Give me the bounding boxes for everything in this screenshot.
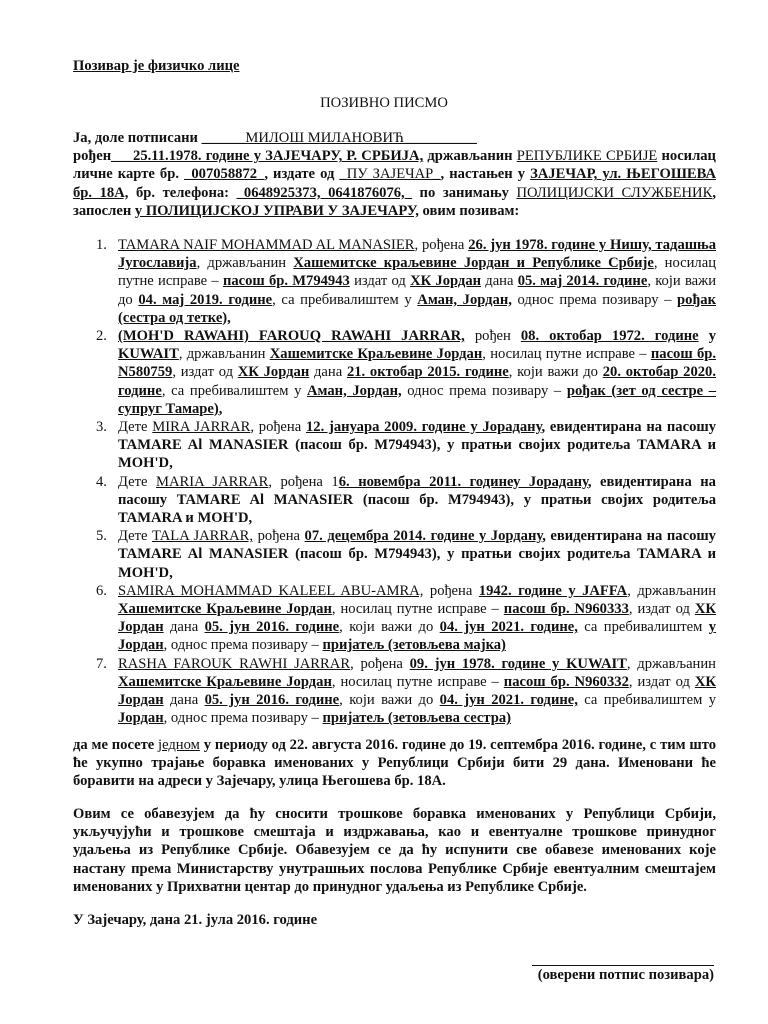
invitee-text-segment: 1942. године у JAFFA: [478, 582, 628, 599]
inviter-citizenship: РЕПУБЛИКЕ СРБИЈЕ: [516, 148, 658, 165]
invitee-text-segment: KUWAIT: [118, 346, 179, 363]
invitee-text-segment: 12. јануара 2009. године у Јорадану: [305, 419, 542, 436]
invitee-text-segment: 05. јун 2016. године: [204, 619, 340, 636]
invitee-text-segment: у: [698, 328, 716, 345]
invitee-text-segment: , однос према позивару –: [163, 710, 323, 727]
invitee-text-segment: 05. јун 2016. године: [204, 692, 340, 709]
invitee-text-segment: , евидентирана на пасошу TAMARE Al MANASIER (пасош бр. М794943), у пратњи својих родитеља TAMARA и MOH'D,: [118, 419, 716, 472]
invitee-text-segment: 21. октобар 2015. године: [346, 364, 509, 381]
invitee-text-segment: рођак (сестра од тетке),: [118, 291, 717, 326]
invitee-text-segment: 6. новембра 2011. годинеу Јорадану: [338, 473, 588, 490]
invitee-item: [96, 527, 716, 582]
invitee-text-segment: , носилац путне исправе –: [482, 346, 651, 363]
inviter-id-number: _007058872_: [184, 166, 265, 183]
invitee-text-segment: TALA JARRAR,: [152, 528, 254, 545]
invitee-text-segment: , држављанин: [626, 655, 716, 672]
intro-text: по занимању: [412, 184, 517, 201]
invitee-text-segment: , носилац путне исправе –: [331, 601, 504, 618]
inviter-birth: ___25.11.1978. године у ЗАЈЕЧАРУ, Р. СРБИЈА,: [111, 148, 424, 165]
invitee-item: [96, 327, 717, 418]
invitee-text-segment: , који важи до: [339, 619, 440, 636]
invitee-text-segment: , рођена: [414, 237, 469, 253]
document-title: ПОЗИВНО ПИСМО: [320, 95, 448, 111]
invitee-text-segment: ,: [218, 400, 223, 417]
inviter-address: ЗАЈЕЧАР, ул. ЊЕГОШЕВА бр. 18А,: [73, 166, 716, 201]
invitee-number: 3.: [96, 419, 107, 436]
invitee-text-segment: рођена: [423, 582, 479, 599]
invitee-text-segment: са пребивалиштем: [577, 619, 709, 636]
intro-text: , запослен: [73, 184, 716, 219]
invitee-number: 2.: [96, 328, 107, 345]
invitee-text-segment: 07. децембра 2014. године у Јордану: [304, 528, 543, 545]
invitee-item: [96, 473, 716, 528]
invitee-text-segment: Дете: [118, 528, 152, 545]
invitee-text-segment: , однос према позивару –: [163, 637, 323, 654]
signature-caption: (оверени потпис позивара): [537, 967, 714, 983]
invitee-text-segment: , евидентирана на пасошу TAMARE Al MANASIER (пасош бр. М794943), у пратњи својих родитеља TAMARA и MOH'D,: [118, 473, 716, 527]
inviter-name: ______МИЛОШ МИЛАНОВИЋ__________: [201, 130, 477, 146]
invitee-text-segment: RASHA FAROUK RAWHI JARRAR: [118, 655, 351, 672]
invitee-number: 6.: [96, 582, 107, 599]
invitee-text-segment: дана: [309, 364, 347, 381]
invitee-text-segment: рођена: [253, 528, 305, 545]
invitee-text-segment: , носилац путне исправе –: [118, 255, 717, 290]
invitee-text-segment: пасош бр. М794943: [222, 273, 350, 290]
invitee-text-segment: Хашемитске Краљевине Јордан: [118, 673, 332, 690]
invitee-text-segment: 20. октобар 2020. године: [118, 364, 717, 399]
invitee-text-segment: 08. октобар 1972. године: [520, 328, 699, 345]
visit-frequency: једном: [158, 737, 200, 753]
invitee-text-segment: пријатељ (зетовљева сестра): [322, 710, 511, 727]
invitee-text-segment: , евидентирана на пасошу TAMARE Al MANASIER (пасош бр. М794943), у пратњи својих родитеља TAMARA и MOH'D,: [118, 528, 716, 581]
invitee-text-segment: дана: [481, 273, 518, 290]
invitee-number: 1.: [96, 237, 107, 253]
invitee-text-segment: ХК Јордан: [118, 673, 716, 709]
invitee-list: [73, 236, 716, 727]
invitee-text-segment: пријатељ (зетовљева мајка): [322, 637, 506, 654]
invitee-text-segment: Дете: [118, 419, 153, 436]
invitee-text-segment: , рођена: [250, 419, 306, 436]
invitee-text-segment: пасош бр. N580759: [118, 346, 716, 381]
intro-text: овим позивам:: [418, 202, 520, 219]
invitee-text-segment: ХК Јордан: [410, 273, 482, 290]
invitee-text-segment: , држављанин: [178, 346, 270, 363]
invitee-text-segment: , рођена: [350, 655, 410, 672]
invitee-text-segment: 04. јун 2021. године,: [439, 692, 578, 709]
invitee-text-segment: , који важи до: [118, 273, 717, 308]
invitee-text-segment: , који важи до: [339, 692, 440, 709]
invitee-text-segment: 05. мај 2014. године: [517, 273, 648, 290]
intro-paragraph: [73, 129, 716, 220]
invitee-text-segment: , издат од: [628, 601, 695, 618]
invitee-text-segment: 04. јун 2021. године,: [439, 619, 578, 636]
invitee-text-segment: у Јордан: [118, 619, 717, 654]
invitee-text-segment: са пребивалиштем у: [577, 692, 717, 709]
invitee-number: 7.: [96, 655, 107, 672]
invitee-item: [96, 418, 716, 473]
invitee-text-segment: рођен: [464, 328, 521, 345]
intro-text: Ја, доле потписани: [73, 130, 202, 146]
invitee-text-segment: Аман, Јордан,: [307, 382, 402, 399]
inviter-occupation: ПОЛИЦИЈСКИ СЛУЖБЕНИК: [516, 184, 713, 201]
invitee-text-segment: , издат од: [172, 364, 238, 381]
intro-text: држављанин: [423, 148, 517, 165]
invitee-text-segment: издат од: [349, 273, 411, 290]
caller-type-heading: Позивар је физичко лице: [73, 58, 240, 74]
invitee-text-segment: Дете: [118, 473, 156, 490]
invitee-text-segment: Аман, Јордан,: [417, 291, 512, 308]
invitee-text-segment: 04. мај 2019. године: [138, 291, 273, 308]
intro-text: , настањен у: [440, 166, 531, 183]
invitee-number: 4.: [96, 473, 107, 490]
id-issuer: _ПУ ЗАЈЕЧАР_: [339, 166, 441, 183]
invitee-text-segment: , држављанин: [196, 255, 294, 272]
invitee-text-segment: Хашемитске Краљевине Јордан: [118, 601, 332, 618]
invitee-number: 5.: [96, 528, 107, 545]
invitee-text-segment: 26. јун 1978. године у Нишу, тадашња Југославија: [118, 237, 716, 272]
invitee-text-segment: , који важи до: [508, 364, 603, 381]
obligation-paragraph: Овим се обавезујем да ћу сносити трошкове боравка именованих у Републици Србији, укључујући и трошкове смештаја и издржавања, као и евентуалне трошкове принудног удаљења из Републике Србије. Обавезујем се да ћу испунити све обавезе именованих које настану према Министарству унутрашњих послова Републике Србије евентуалним смештајем именованих у Прихватни центар до принудног удаљења из Републике Србије.: [73, 806, 716, 895]
invitee-text-segment: Јордан: [118, 710, 164, 727]
invitee-text-segment: SAMIRA MOHAMMAD KALEEL ABU-AMRA,: [118, 582, 424, 599]
visit-text: у периоду од 22. августа 2016. године до 19. септембра 2016. године, с тим што ће укупно трајање боравка именованих у Републици Србији бити 29 дана. Именовани ће боравити на адреси у Зајечару, улица Његошева бр. 18А.: [73, 737, 716, 790]
invitee-text-segment: однос према позивару –: [511, 291, 678, 308]
visit-paragraph: [73, 736, 716, 791]
invitee-text-segment: , са пребивалиштем у: [272, 291, 418, 308]
invitee-text-segment: Хашемитске краљевине Јордан и Републике Србије: [293, 255, 654, 272]
intro-text: носилац личне карте бр.: [73, 148, 716, 183]
invitee-text-segment: , рођена 1: [268, 473, 339, 490]
invitee-text-segment: TAMARA NAIF MOHAMMAD AL MANASIER: [118, 237, 415, 253]
invitee-text-segment: , држављанин: [627, 582, 717, 599]
invitee-text-segment: MARIA JARRAR: [156, 473, 269, 490]
invitee-text-segment: ХК Јордан: [118, 601, 716, 636]
invitee-text-segment: пасош бр. N960333: [503, 601, 629, 618]
place-and-date: У Зајечару, дана 21. јула 2016. године: [73, 912, 318, 928]
invitee-text-segment: , са пребивалиштем у: [161, 382, 307, 399]
invitee-text-segment: ХК Јордан: [237, 364, 310, 381]
invitee-text-segment: дана: [163, 619, 205, 636]
invitee-text-segment: , носилац путне исправе –: [331, 673, 504, 690]
invitee-text-segment: , издат од: [628, 673, 695, 690]
invitee-text-segment: дана: [163, 692, 205, 709]
invitee-text-segment: 09. јун 1978. године у KUWAIT: [409, 655, 627, 672]
visit-text: да ме посете: [73, 737, 159, 753]
inviter-phone: _0648925373, 0641876076,_: [236, 184, 412, 201]
invitee-text-segment: пасош бр. N960332: [503, 673, 629, 690]
intro-text: бр. телефона:: [128, 184, 237, 201]
invitee-text-segment: однос према позивару –: [401, 382, 567, 399]
invitee-text-segment: MIRA JARRAR: [152, 419, 251, 436]
invitee-item: [96, 655, 717, 728]
inviter-employer: у ПОЛИЦИЈСКОЈ УПРАВИ У ЗАЈЕЧАРУ,: [134, 202, 419, 219]
invitee-item: [96, 236, 717, 327]
intro-text: рођен: [73, 148, 112, 165]
invitee-text-segment: рођак (зет од сестре – супруг Тамаре): [118, 382, 716, 417]
invitee-text-segment: (MOH'D RAWAHI) FAROUQ RAWAHI JARRAR,: [118, 328, 465, 345]
intro-text: , издате од: [264, 166, 340, 183]
invitee-text-segment: Хашемитске Краљевине Јордан: [269, 346, 483, 363]
invitee-item: [96, 582, 717, 655]
